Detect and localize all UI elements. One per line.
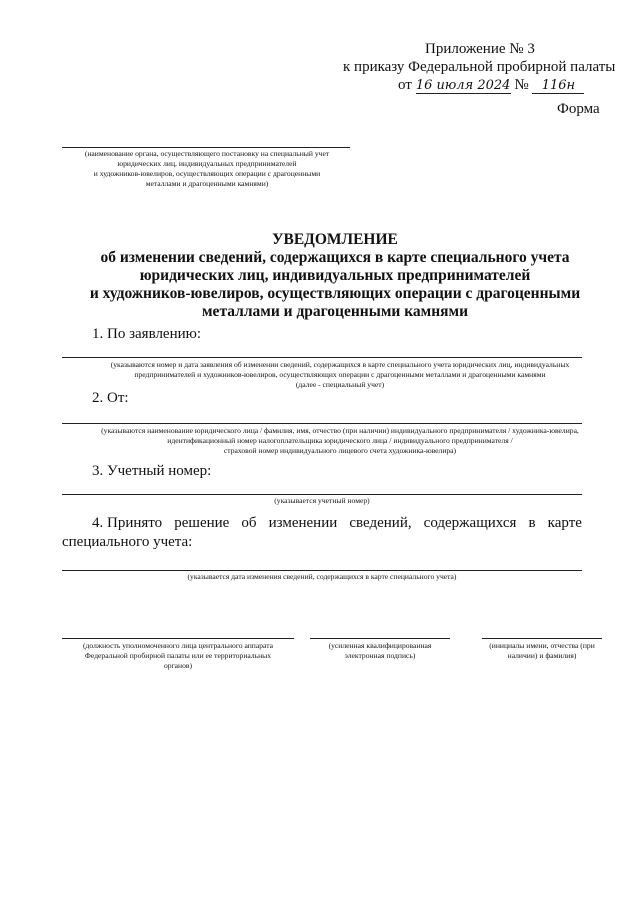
section-3-label: 3. Учетный номер:: [92, 463, 212, 479]
document-title: УВЕДОМЛЕНИЕ об изменении сведений, содержащихся в карте специального учета юридических лиц, индивидуальных предпринимателей и художников-ювелиров, осуществляющих операции с драгоценными металлами и драгоценными камнями: [40, 231, 630, 321]
form-label: Форма: [557, 101, 600, 117]
section-2-label: 2. От:: [92, 390, 129, 406]
section-1-caption: (указываются номер и дата заявления об изменении сведений, содержащихся в карте специального учета юридических лиц, индивидуальных предпринимателей и художников-ювелиров, осуществляющих операции с драгоценными металлами и драгоценными камнями (далее - специальный учет): [110, 360, 570, 389]
name-caption: (инициалы имени, отчества (при наличии) и фамилия): [489, 641, 595, 660]
decision-field-line[interactable]: [62, 570, 582, 571]
order-date-line: [398, 76, 584, 94]
section-4-caption: (указывается дата изменения сведений, содержащихся в карте специального учета): [187, 572, 457, 581]
section-4-first-line: 4. Принято решение об изменении сведений, содержащихся в карте: [92, 515, 582, 531]
section-1-label: 1. По заявлению:: [92, 326, 202, 342]
authority-field-line[interactable]: [62, 147, 350, 148]
section-3-caption: (указывается учетный номер): [274, 496, 370, 505]
applicant-field-line[interactable]: [62, 423, 582, 424]
account-number-field-line[interactable]: [62, 494, 582, 495]
signature-caption: (усиленная квалифицированная электронная подпись): [328, 641, 432, 660]
order-number-handwritten: 116н: [532, 79, 584, 94]
from-label: от: [398, 77, 412, 93]
section-2-caption: (указываются наименование юридического лица / фамилия, имя, отчество (при наличии) индивидуального предпринимателя / художника-ювелира, идентификационный номер налогоплательщика юридического лица / индивидуального предпринимателя / страховой номер индивидуального лицевого счета художника-ювелира): [101, 426, 579, 455]
position-caption: (должность уполномоченного лица центрального аппарата Федеральной пробирной палаты или ее территориальных органов): [82, 641, 273, 670]
name-field-line[interactable]: [482, 638, 602, 639]
order-reference: к приказу Федеральной пробирной палаты: [343, 59, 616, 75]
title-heading: УВЕДОМЛЕНИЕ: [272, 231, 398, 248]
application-field-line[interactable]: [62, 357, 582, 358]
position-field-line[interactable]: [62, 638, 294, 639]
number-label: №: [514, 77, 529, 93]
signature-field-line[interactable]: [310, 638, 450, 639]
order-date-handwritten: 16 июля 2024: [415, 78, 511, 93]
authority-caption: (наименование органа, осуществляющего постановку на специальный учет юридических лиц, индивидуальных предпринимателей и художников-ювелиров, осуществляющих операции с драгоценными металлами и драгоценными камнями): [84, 149, 330, 188]
section-4-second-line: специального учета:: [62, 534, 193, 550]
appendix-label: Приложение № 3: [425, 41, 535, 57]
